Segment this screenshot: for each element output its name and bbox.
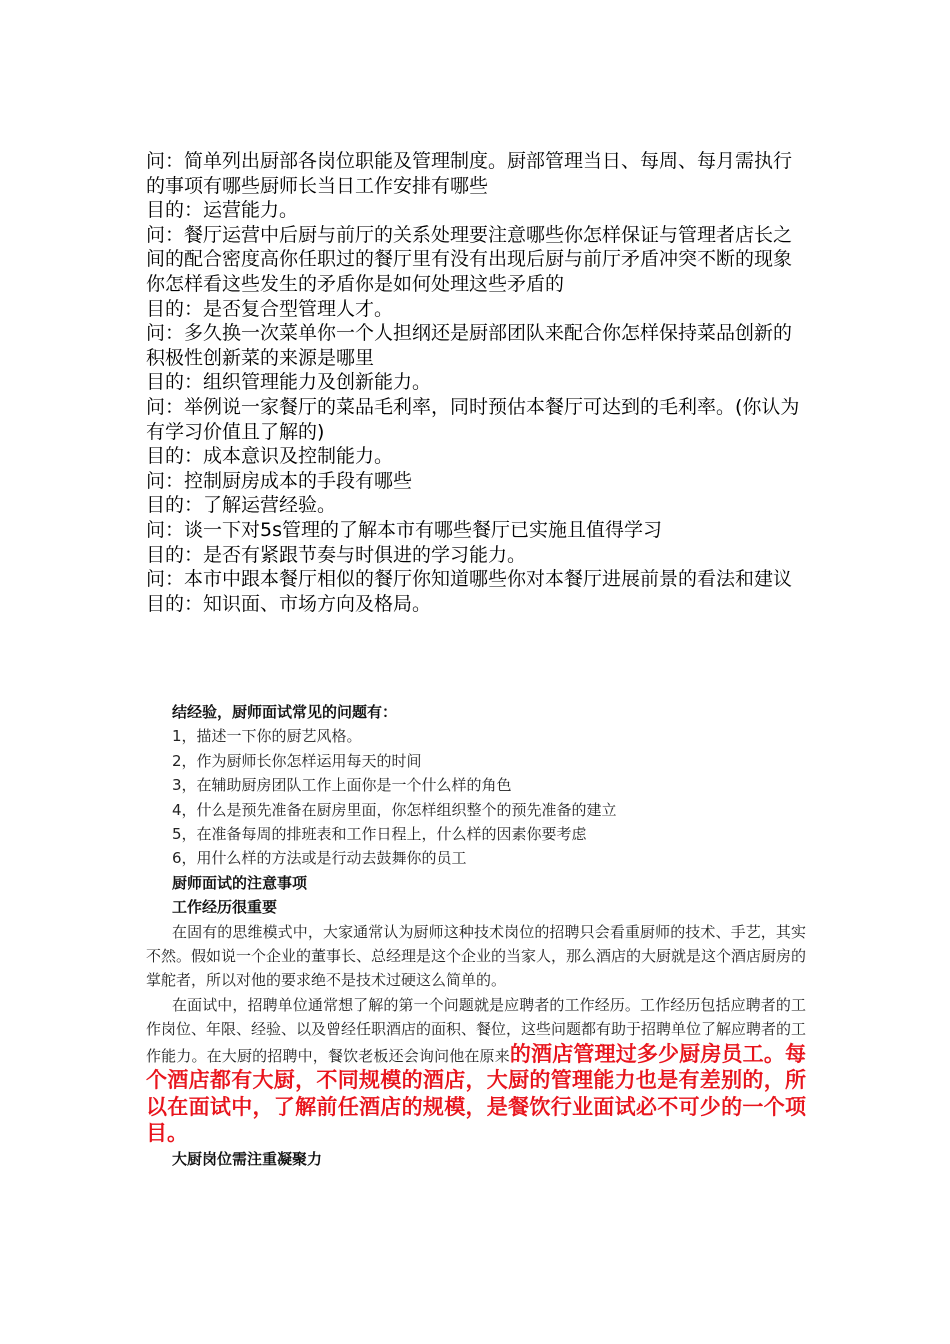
qa-question-2: 问：餐厅运营中后厨与前厅的关系处理要注意哪些你怎样保证与管理者店长之间的配合密度高你任职过的餐厅里有没有出现后厨与前厅矛盾冲突不断的现象你怎样看这些发生的矛盾你是如何处理这些矛盾的 bbox=[146, 223, 793, 295]
qa-purpose-3: 目的：组织管理能力及创新能力。 bbox=[146, 371, 432, 394]
paragraph-2-text: 在面试中，招聘单位通常想了解的第一个问题就是应聘者的工作经历。工作经历包括应聘者的工作岗位、年限、经验、以及曾经任职酒店的面积、餐位，这些问题都有助于招聘单位了解应聘者的工作能力。在大厨的招聘中，餐饮老板还会询问他在原来 bbox=[146, 995, 807, 1065]
summary-item-3: 3，在辅助厨房团队工作上面你是一个什么样的角色 bbox=[172, 776, 512, 795]
qa-purpose-6: 目的：是否有紧跟节奏与时俱进的学习能力。 bbox=[146, 543, 527, 566]
summary-item-6: 6，用什么样的方法或是行动去鼓舞你的员工 bbox=[172, 849, 467, 868]
summary-item-4: 4，什么是预先准备在厨房里面，你怎样组织整个的预先准备的建立 bbox=[172, 800, 617, 819]
qa-purpose-4: 目的：成本意识及控制能力。 bbox=[146, 445, 394, 468]
summary-item-1: 1，描述一下你的厨艺风格。 bbox=[172, 727, 362, 746]
qa-question-5: 问：控制厨房成本的手段有哪些 bbox=[146, 469, 413, 492]
sub-title-work-experience: 工作经历很重要 bbox=[172, 898, 278, 917]
qa-purpose-2: 目的：是否复合型管理人才。 bbox=[146, 297, 394, 320]
summary-heading: 结经验，厨师面试常见的问题有： bbox=[172, 703, 398, 721]
paragraph-1: 在固有的思维模式中，大家通常认为厨师这种技术岗位的招聘只会看重厨师的技术、手艺，其实不然。假如说一个企业的董事长、总经理是这个企业的当家人，那么酒店的大厨就是这个酒店厨房的掌舵者，所以对他的要求绝不是技术过硬这么简单的。 bbox=[146, 922, 807, 990]
paragraph-2 bbox=[146, 993, 806, 1147]
summary-section bbox=[146, 700, 806, 1172]
qa-question-1: 问：简单列出厨部各岗位职能及管理制度。厨部管理当日、每周、每月需执行的事项有哪些厨师长当日工作安排有哪些 bbox=[146, 150, 793, 197]
summary-item-5: 5，在准备每周的排班表和工作日程上，什么样的因素你要考虑 bbox=[172, 825, 587, 844]
qa-purpose-1: 目的：运营能力。 bbox=[146, 199, 299, 222]
qa-question-3: 问：多久换一次菜单你一个人担纲还是厨部团队来配合你怎样保持菜品创新的积极性创新菜的来源是哪里 bbox=[146, 322, 793, 369]
summary-item-2: 2，作为厨师长你怎样运用每天的时间 bbox=[172, 751, 422, 770]
qa-purpose-7: 目的：知识面、市场方向及格局。 bbox=[146, 592, 432, 615]
qa-purpose-5: 目的：了解运营经验。 bbox=[146, 494, 337, 517]
qa-list bbox=[146, 149, 806, 616]
qa-question-4: 问：举例说一家餐厅的菜品毛利率，同时预估本餐厅可达到的毛利率。(你认为有学习价值且了解的) bbox=[146, 395, 800, 443]
sub-title-cohesion: 大厨岗位需注重凝聚力 bbox=[172, 1150, 323, 1169]
qa-question-6: 问：谈一下对5s管理的了解本市有哪些餐厅已实施且值得学习 bbox=[146, 518, 662, 541]
qa-question-7: 问：本市中跟本餐厅相似的餐厅你知道哪些你对本餐厅进展前景的看法和建议 bbox=[146, 568, 793, 591]
paragraph-2-highlight: 的酒店管理过多少厨房员工。每个酒店都有大厨，不同规模的酒店，大厨的管理能力也是有差别的，所以在面试中，了解前任酒店的规模，是餐饮行业面试必不可少的一个项目。 bbox=[146, 1041, 806, 1145]
section-title: 厨师面试的注意事项 bbox=[172, 873, 308, 892]
